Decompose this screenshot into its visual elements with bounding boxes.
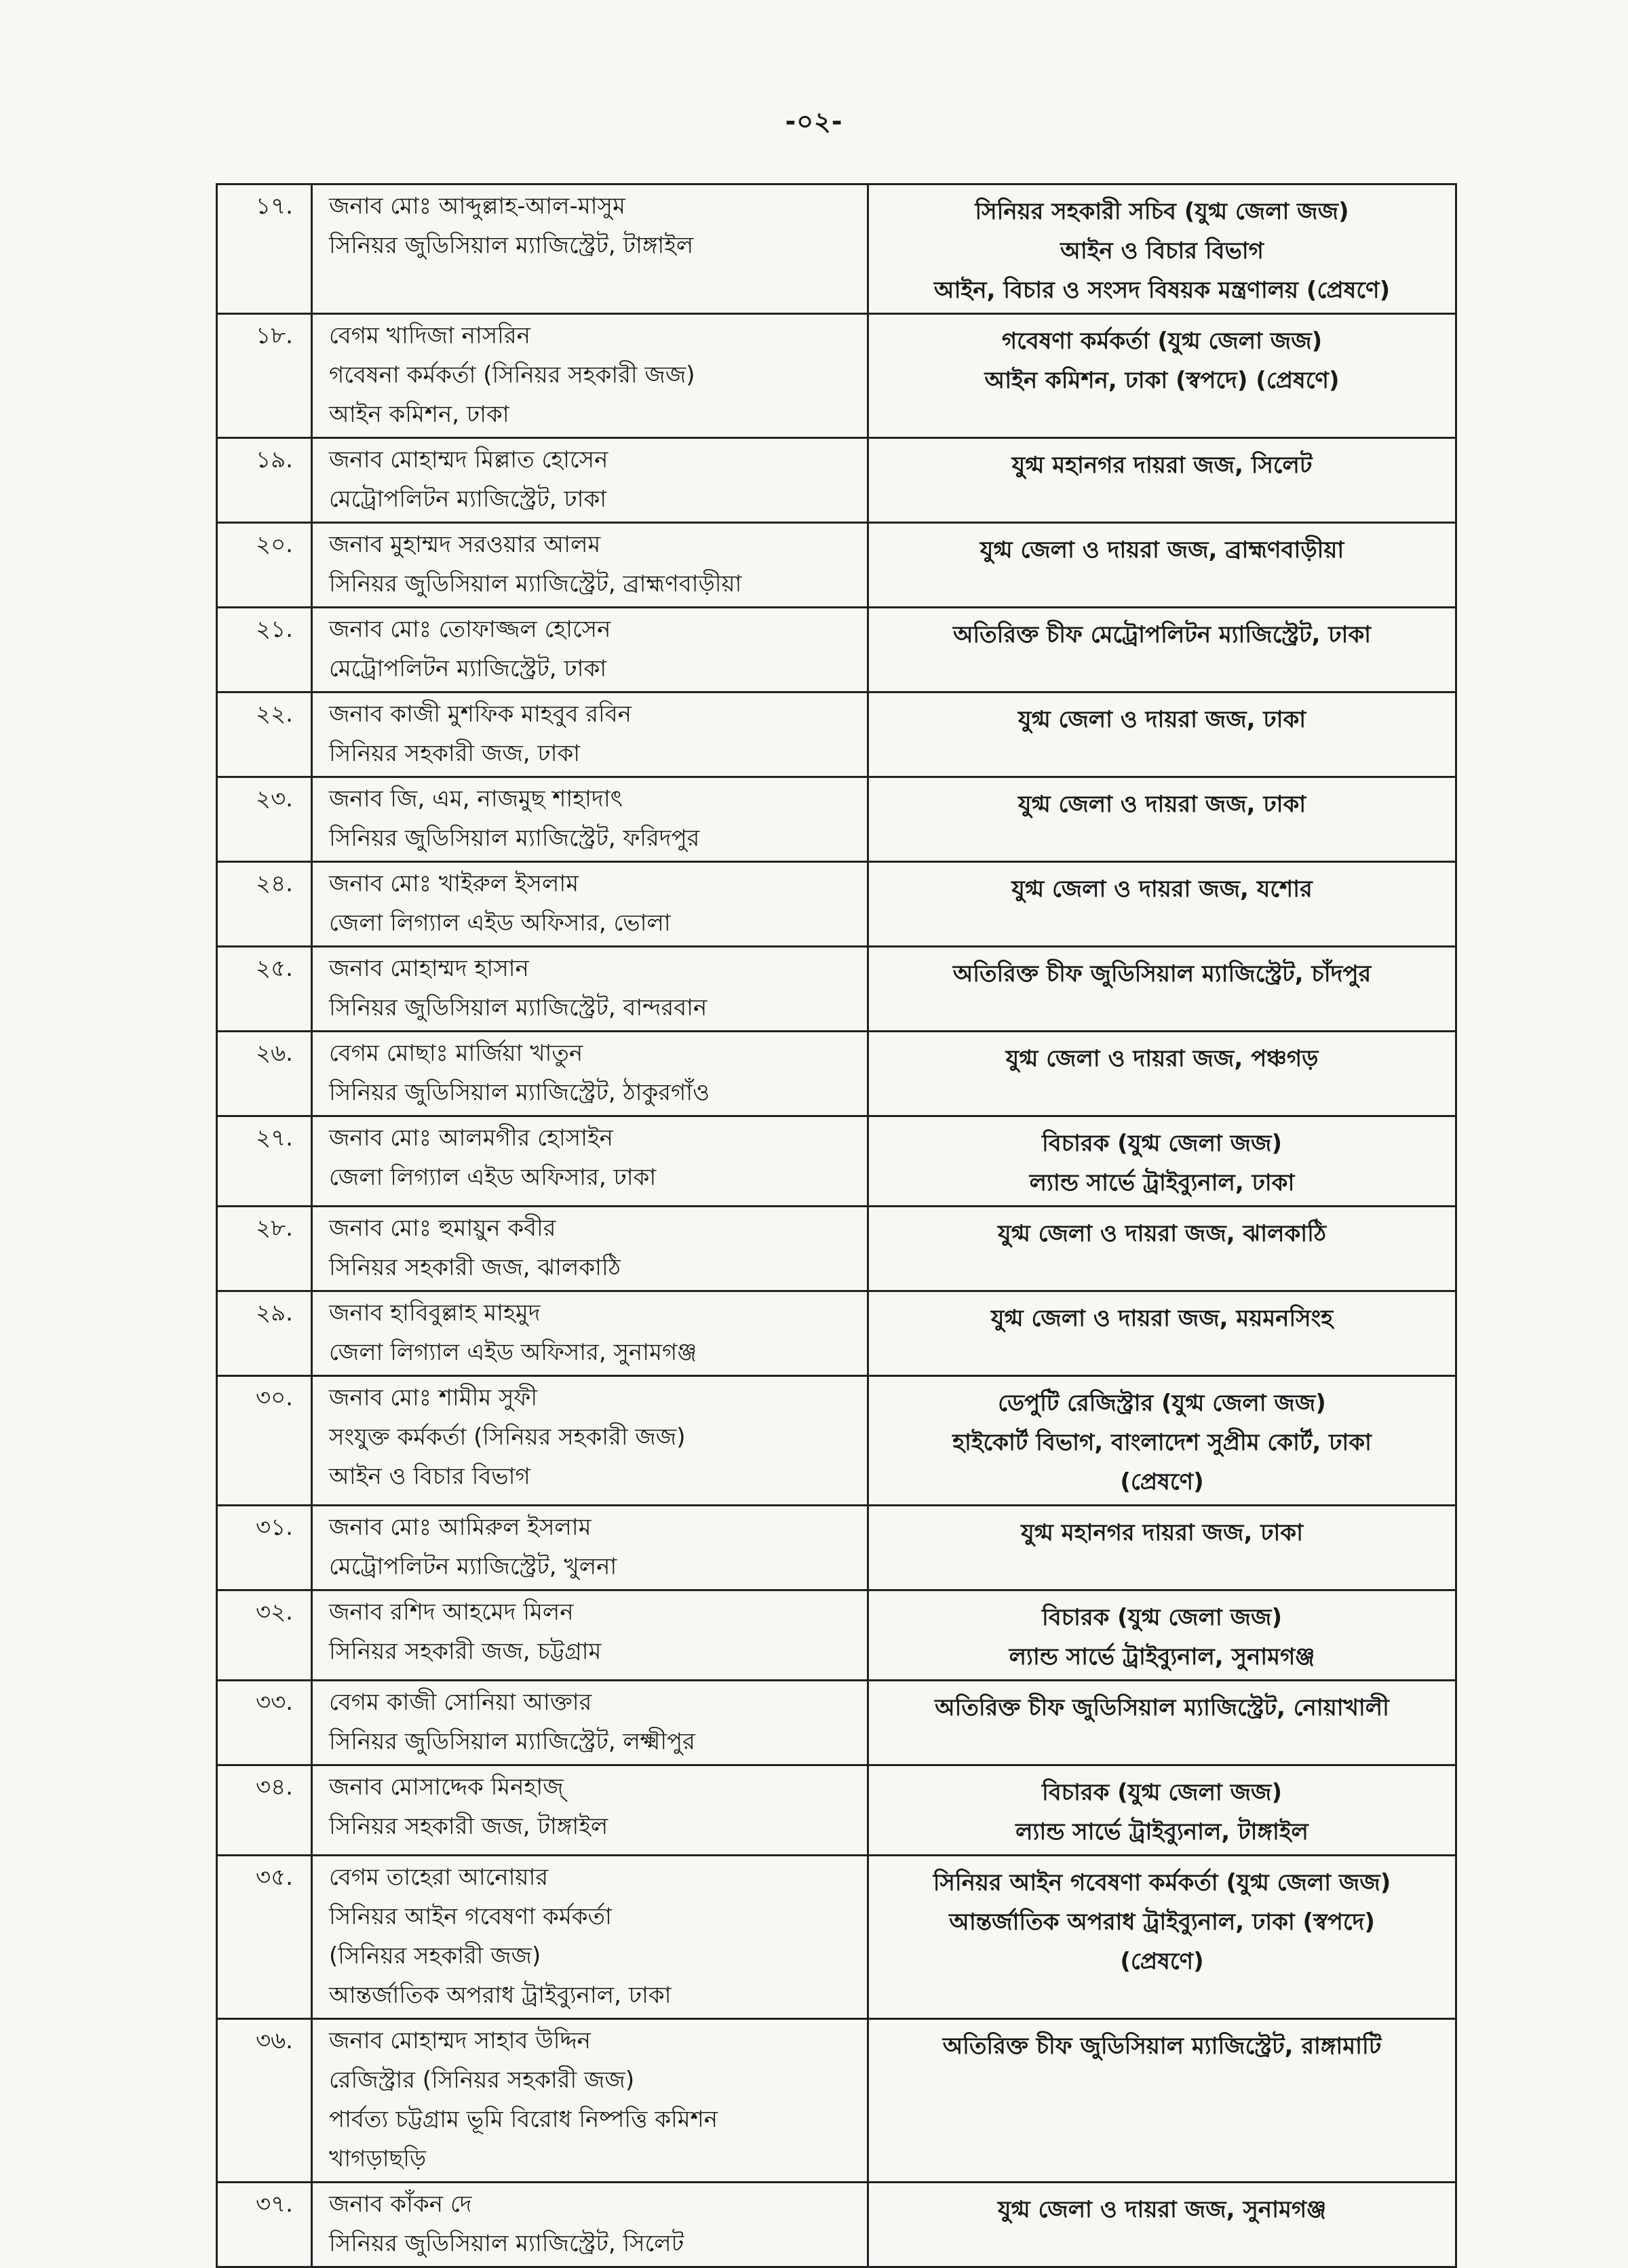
posting-line: অতিরিক্ত চীফ মেট্রোপলিটন ম্যাজিস্ট্রেট, ঢাকা bbox=[952, 621, 1372, 648]
serial-number: ৩২. bbox=[217, 1590, 312, 1681]
posting-line: আইন কমিশন, ঢাকা (স্বপদে) (প্রেষণে) bbox=[984, 367, 1340, 394]
officer-detail-line: গবেষনা কর্মকর্তা (সিনিয়র সহকারী জজ) bbox=[329, 361, 695, 389]
officer-detail-line: জনাব মোঃ তোফাজ্জল হোসেন bbox=[329, 616, 611, 643]
officer-detail-line: জনাব রশিদ আহমেদ মিলন bbox=[329, 1599, 574, 1626]
table-row bbox=[217, 2183, 1456, 2267]
new-posting bbox=[868, 692, 1456, 777]
officer-detail-line: জনাব হাবিবুল্লাহ মাহমুদ bbox=[329, 1299, 541, 1327]
table-row bbox=[217, 1032, 1456, 1116]
officer-current-designation bbox=[312, 692, 868, 777]
serial-number: ১৭. bbox=[217, 184, 312, 314]
new-posting bbox=[868, 862, 1456, 947]
posting-line: যুগ্ম জেলা ও দায়রা জজ, ময়মনসিংহ bbox=[990, 1305, 1334, 1332]
table-row bbox=[217, 314, 1456, 438]
officer-detail-line: জনাব মোহাম্মদ সাহাব উদ্দিন bbox=[329, 2027, 591, 2054]
table-row bbox=[217, 1116, 1456, 1207]
posting-line: যুগ্ম জেলা ও দায়রা জজ, যশোর bbox=[1011, 876, 1313, 903]
table-row bbox=[217, 1291, 1456, 1376]
officer-current-designation bbox=[312, 314, 868, 438]
officer-detail-line: বেগম তাহেরা আনোয়ার bbox=[329, 1864, 549, 1891]
officer-current-designation bbox=[312, 1376, 868, 1506]
officer-detail-line: সিনিয়র সহকারী জজ, ঢাকা bbox=[329, 740, 581, 767]
officer-detail-line: সিনিয়র জুডিসিয়াল ম্যাজিস্ট্রেট, টাঙ্গাইল bbox=[329, 232, 694, 259]
officer-current-designation bbox=[312, 1681, 868, 1765]
officer-current-designation bbox=[312, 1116, 868, 1207]
officer-detail-line: সিনিয়র জুডিসিয়াল ম্যাজিস্ট্রেট, ঠাকুরগাঁও bbox=[329, 1079, 710, 1106]
posting-line: যুগ্ম মহানগর দায়রা জজ, ঢাকা bbox=[1021, 1519, 1303, 1546]
new-posting bbox=[868, 1032, 1456, 1116]
new-posting bbox=[868, 1856, 1456, 2019]
officer-detail-line: আইন কমিশন, ঢাকা bbox=[329, 401, 509, 428]
serial-number: ২৮. bbox=[217, 1207, 312, 1291]
officer-current-designation bbox=[312, 523, 868, 608]
serial-number: ২৪. bbox=[217, 862, 312, 947]
new-posting bbox=[868, 523, 1456, 608]
posting-line: যুগ্ম জেলা ও দায়রা জজ, ঝালকাঠি bbox=[998, 1220, 1326, 1247]
serial-number: ৩৪. bbox=[217, 1765, 312, 1856]
officer-current-designation bbox=[312, 1856, 868, 2019]
new-posting bbox=[868, 1116, 1456, 1207]
serial-number: ২০. bbox=[217, 523, 312, 608]
posting-line: যুগ্ম জেলা ও দায়রা জজ, ব্রাহ্মণবাড়ীয়া bbox=[980, 536, 1344, 564]
serial-number: ৩০. bbox=[217, 1376, 312, 1506]
officer-detail-line: সিনিয়র আইন গবেষণা কর্মকর্তা bbox=[329, 1903, 612, 1930]
serial-number: ৩৫. bbox=[217, 1856, 312, 2019]
serial-number: ৩৬. bbox=[217, 2019, 312, 2183]
table-row bbox=[217, 523, 1456, 608]
officer-detail-line: সিনিয়র সহকারী জজ, ঝালকাঠি bbox=[329, 1254, 621, 1281]
posting-line: অতিরিক্ত চীফ জুডিসিয়াল ম্যাজিস্ট্রেট, রাঙ্গামাটি bbox=[942, 2033, 1382, 2060]
officer-detail-line: জেলা লিগ্যাল এইড অফিসার, সুনামগঞ্জ bbox=[329, 1339, 697, 1366]
officer-detail-line: বেগম মোছাঃ মার্জিয়া খাতুন bbox=[329, 1040, 583, 1067]
officer-detail-line: জেলা লিগ্যাল এইড অফিসার, ভোলা bbox=[329, 910, 671, 937]
posting-line: অতিরিক্ত চীফ জুডিসিয়াল ম্যাজিস্ট্রেট, নোয়াখালী bbox=[935, 1694, 1389, 1721]
posting-line: যুগ্ম মহানগর দায়রা জজ, সিলেট bbox=[1011, 452, 1313, 479]
officer-detail-line: জনাব মোঃ আলমগীর হোসাইন bbox=[329, 1125, 613, 1152]
officer-detail-line: জনাব মুহাম্মদ সরওয়ার আলম bbox=[329, 531, 601, 558]
posting-line: আন্তর্জাতিক অপরাধ ট্রাইব্যুনাল, ঢাকা (স্বপদে) bbox=[949, 1909, 1375, 1936]
posting-line: ডেপুটি রেজিস্ট্রার (যুগ্ম জেলা জজ) bbox=[998, 1390, 1326, 1417]
new-posting bbox=[868, 1590, 1456, 1681]
new-posting bbox=[868, 947, 1456, 1032]
officer-detail-line: মেট্রোপলিটন ম্যাজিস্ট্রেট, ঢাকা bbox=[329, 655, 607, 682]
posting-line: বিচারক (যুগ্ম জেলা জজ) bbox=[1041, 1779, 1283, 1806]
serial-number: ১৮. bbox=[217, 314, 312, 438]
new-posting bbox=[868, 777, 1456, 862]
officer-detail-line: আইন ও বিচার বিভাগ bbox=[329, 1463, 530, 1490]
new-posting bbox=[868, 2183, 1456, 2267]
posting-line: ল্যান্ড সার্ভে ট্রাইব্যুনাল, সুনামগঞ্জ bbox=[1009, 1643, 1315, 1670]
officer-detail-line: মেট্রোপলিটন ম্যাজিস্ট্রেট, ঢাকা bbox=[329, 486, 607, 513]
posting-line: ল্যান্ড সার্ভে ট্রাইব্যুনাল, টাঙ্গাইল bbox=[1015, 1818, 1309, 1845]
posting-line: যুগ্ম জেলা ও দায়রা জজ, ঢাকা bbox=[1018, 706, 1306, 733]
officer-current-designation bbox=[312, 2019, 868, 2183]
officer-detail-line: সিনিয়র সহকারী জজ, চট্টগ্রাম bbox=[329, 1638, 602, 1665]
officer-current-designation bbox=[312, 438, 868, 523]
officer-detail-line: জনাব মোহাম্মদ মিল্লাত হোসেন bbox=[329, 446, 608, 473]
officer-current-designation bbox=[312, 777, 868, 862]
officer-detail-line: বেগম খাদিজা নাসরিন bbox=[329, 322, 530, 349]
officer-detail-line: খাগড়াছড়ি bbox=[329, 2145, 427, 2172]
table-row bbox=[217, 862, 1456, 947]
officer-detail-line: জনাব মোঃ খাইরুল ইসলাম bbox=[329, 870, 579, 897]
officer-current-designation bbox=[312, 1506, 868, 1590]
serial-number: ২৯. bbox=[217, 1291, 312, 1376]
table-row bbox=[217, 438, 1456, 523]
new-posting bbox=[868, 1291, 1456, 1376]
serial-number: ২২. bbox=[217, 692, 312, 777]
new-posting bbox=[868, 1207, 1456, 1291]
officer-detail-line: সিনিয়র জুডিসিয়াল ম্যাজিস্ট্রেট, সিলেট bbox=[329, 2230, 684, 2257]
serial-number: ২৫. bbox=[217, 947, 312, 1032]
officer-detail-line: জনাব মোঃ আমিরুল ইসলাম bbox=[329, 1514, 592, 1541]
officer-current-designation bbox=[312, 1291, 868, 1376]
table-row bbox=[217, 1506, 1456, 1590]
new-posting bbox=[868, 1506, 1456, 1590]
officer-detail-line: সিনিয়র জুডিসিয়াল ম্যাজিস্ট্রেট, বান্দরবান bbox=[329, 994, 708, 1021]
officer-detail-line: (সিনিয়র সহকারী জজ) bbox=[329, 1942, 541, 1970]
table-row bbox=[217, 608, 1456, 692]
officer-detail-line: জনাব মোঃ হুমায়ুন কবীর bbox=[329, 1215, 556, 1242]
new-posting bbox=[868, 438, 1456, 523]
officer-current-designation bbox=[312, 1032, 868, 1116]
officer-detail-line: বেগম কাজী সোনিয়া আক্তার bbox=[329, 1689, 592, 1716]
serial-number: ১৯. bbox=[217, 438, 312, 523]
officer-detail-line: মেট্রোপলিটন ম্যাজিস্ট্রেট, খুলনা bbox=[329, 1553, 617, 1580]
posting-line: বিচারক (যুগ্ম জেলা জজ) bbox=[1041, 1604, 1283, 1631]
table-row bbox=[217, 2019, 1456, 2183]
new-posting bbox=[868, 608, 1456, 692]
new-posting bbox=[868, 314, 1456, 438]
posting-line: গবেষণা কর্মকর্তা (যুগ্ম জেলা জজ) bbox=[1001, 328, 1323, 355]
officer-detail-line: সিনিয়র জুডিসিয়াল ম্যাজিস্ট্রেট, ফরিদপুর bbox=[329, 825, 700, 852]
table-row bbox=[217, 777, 1456, 862]
new-posting bbox=[868, 184, 1456, 314]
officer-detail-line: সিনিয়র জুডিসিয়াল ম্যাজিস্ট্রেট, ব্রাহ্মণবাড়ীয়া bbox=[329, 570, 742, 598]
table-row bbox=[217, 692, 1456, 777]
table-row bbox=[217, 1590, 1456, 1681]
table-row bbox=[217, 1376, 1456, 1506]
serial-number: ৩১. bbox=[217, 1506, 312, 1590]
transfer-order-table-container bbox=[216, 183, 1457, 2268]
table-row bbox=[217, 184, 1456, 314]
serial-number: ৩৭. bbox=[217, 2183, 312, 2267]
posting-line: আইন ও বিচার বিভাগ bbox=[1060, 237, 1264, 265]
serial-number: ৩৩. bbox=[217, 1681, 312, 1765]
posting-line: ল্যান্ড সার্ভে ট্রাইব্যুনাল, ঢাকা bbox=[1029, 1169, 1295, 1196]
posting-line: সিনিয়র আইন গবেষণা কর্মকর্তা (যুগ্ম জেলা জজ) bbox=[933, 1869, 1391, 1896]
serial-number: ২১. bbox=[217, 608, 312, 692]
officer-detail-line: জনাব মোঃ আব্দুল্লাহ-আল-মাসুম bbox=[329, 193, 625, 220]
officer-detail-line: সিনিয়র সহকারী জজ, টাঙ্গাইল bbox=[329, 1813, 608, 1840]
officer-detail-line: জেলা লিগ্যাল এইড অফিসার, ঢাকা bbox=[329, 1164, 657, 1191]
table-row bbox=[217, 947, 1456, 1032]
posting-line: যুগ্ম জেলা ও দায়রা জজ, পঞ্চগড় bbox=[1005, 1045, 1319, 1072]
table-row bbox=[217, 1765, 1456, 1856]
new-posting bbox=[868, 1376, 1456, 1506]
table-row bbox=[217, 1207, 1456, 1291]
serial-number: ২৩. bbox=[217, 777, 312, 862]
page-number: -০২- bbox=[785, 106, 843, 136]
officer-detail-line: রেজিস্ট্রার (সিনিয়র সহকারী জজ) bbox=[329, 2067, 635, 2094]
officer-current-designation bbox=[312, 608, 868, 692]
table-body bbox=[217, 184, 1456, 2267]
posting-line: (প্রেষণে) bbox=[1120, 1948, 1204, 1975]
posting-line: (প্রেষণে) bbox=[1120, 1468, 1204, 1495]
officer-current-designation bbox=[312, 1207, 868, 1291]
officer-detail-line: জনাব মোঃ শামীম সুফী bbox=[329, 1384, 538, 1411]
officer-current-designation bbox=[312, 2183, 868, 2267]
posting-line: আইন, বিচার ও সংসদ বিষয়ক মন্ত্রণালয় (প্রেষণে) bbox=[933, 277, 1391, 304]
officer-detail-line: জনাব মোসাদ্দেক মিনহাজ্ bbox=[329, 1774, 564, 1801]
officer-current-designation bbox=[312, 947, 868, 1032]
officer-detail-line: সংযুক্ত কর্মকর্তা (সিনিয়র সহকারী জজ) bbox=[329, 1424, 686, 1451]
posting-line: যুগ্ম জেলা ও দায়রা জজ, সুনামগঞ্জ bbox=[997, 2196, 1327, 2223]
officer-detail-line: জনাব কাঁকন দে bbox=[329, 2191, 472, 2218]
officer-detail-line: পার্বত্য চট্টগ্রাম ভূমি বিরোধ নিষ্পত্তি কমিশন bbox=[329, 2106, 718, 2133]
officer-detail-line: সিনিয়র জুডিসিয়াল ম্যাজিস্ট্রেট, লক্ষ্মীপুর bbox=[329, 1728, 695, 1755]
serial-number: ২৭. bbox=[217, 1116, 312, 1207]
posting-line: হাইকোর্ট বিভাগ, বাংলাদেশ সুপ্রীম কোর্ট, ঢাকা bbox=[952, 1429, 1372, 1456]
transfer-order-table bbox=[216, 183, 1457, 2268]
new-posting bbox=[868, 1681, 1456, 1765]
new-posting bbox=[868, 2019, 1456, 2183]
posting-line: সিনিয়র সহকারী সচিব (যুগ্ম জেলা জজ) bbox=[975, 198, 1349, 225]
new-posting bbox=[868, 1765, 1456, 1856]
posting-line: অতিরিক্ত চীফ জুডিসিয়াল ম্যাজিস্ট্রেট, চাঁদপুর bbox=[952, 960, 1372, 988]
serial-number: ২৬. bbox=[217, 1032, 312, 1116]
officer-current-designation bbox=[312, 1590, 868, 1681]
officer-current-designation bbox=[312, 1765, 868, 1856]
officer-detail-line: জনাব জি, এম, নাজমুছ শাহাদাৎ bbox=[329, 785, 623, 813]
officer-detail-line: আন্তর্জাতিক অপরাধ ট্রাইব্যুনাল, ঢাকা bbox=[329, 1982, 672, 2009]
posting-line: যুগ্ম জেলা ও দায়রা জজ, ঢাকা bbox=[1018, 791, 1306, 818]
posting-line: বিচারক (যুগ্ম জেলা জজ) bbox=[1041, 1130, 1283, 1157]
officer-detail-line: জনাব মোহাম্মদ হাসান bbox=[329, 955, 529, 982]
officer-current-designation bbox=[312, 184, 868, 314]
officer-detail-line: জনাব কাজী মুশফিক মাহবুব রবিন bbox=[329, 701, 632, 728]
table-row bbox=[217, 1681, 1456, 1765]
officer-current-designation bbox=[312, 862, 868, 947]
table-row bbox=[217, 1856, 1456, 2019]
